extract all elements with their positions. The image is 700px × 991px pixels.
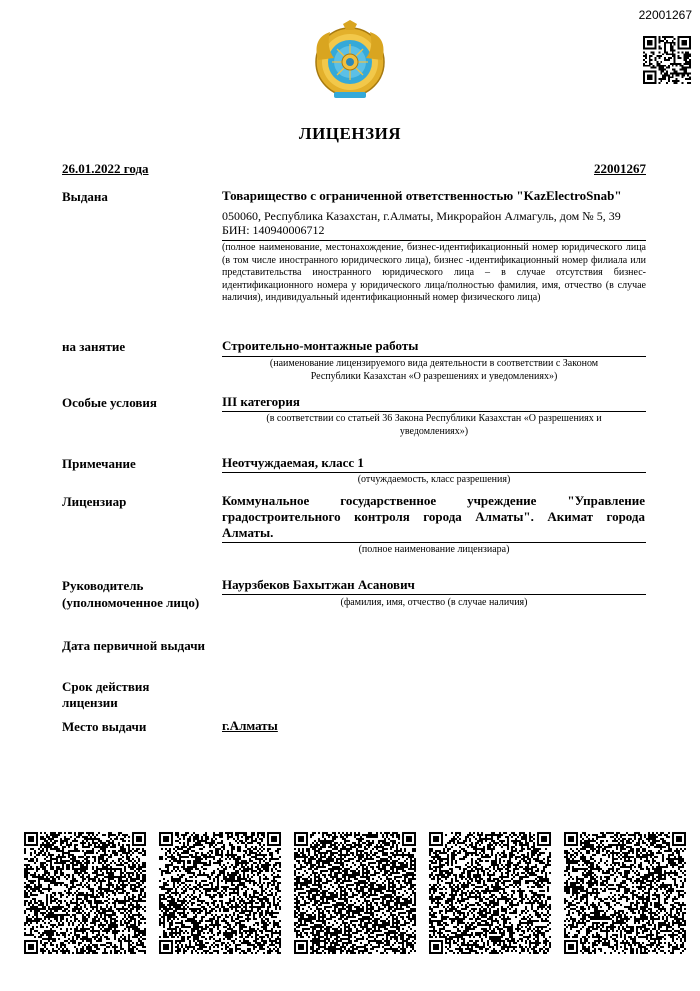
head-label-line1: Руководитель	[62, 578, 144, 593]
document-number: 22001267	[638, 8, 692, 22]
qr-code-icon	[429, 832, 551, 954]
licensor-hint: (полное наименование лицензиара)	[358, 544, 510, 555]
special-conditions-hint-line2: уведомлениях»)	[399, 426, 469, 437]
note-hint: (отчуждаемость, класс разрешения)	[357, 474, 511, 485]
licensor-rule	[222, 542, 646, 543]
issued-to-hint: (полное наименование, местонахождение, бизнес-идентификационный номер юридического лица (в том числе иностранного юридического лица), бизнес -идентификационный номер филиала или представительства иностранного юридического лица – в случае отсутствия бизнес-идентификационного номера у юридического лица/полностью фамилия, имя, отчество (в случае наличия), индивидуальный идентификационный номер физического лица)	[222, 242, 646, 303]
licensor-line2: градостроительного контроля города Алматы". Акимат города	[222, 509, 645, 524]
first-issue-label: Дата первичной выдачи	[62, 638, 206, 653]
validity-label-line1: Срок действия	[62, 679, 150, 694]
validity-label-line2: лицензии	[62, 695, 118, 710]
qr-code-icon	[159, 832, 281, 954]
qr-code-icon	[643, 36, 691, 84]
licensee-name: Товарищество с ограниченной ответственностью "KazElectroSnab"	[222, 188, 622, 203]
note-rule	[222, 472, 646, 473]
activity-hint-line1: (наименование лицензируемого вида деятельности в соответствии с Законом	[269, 358, 599, 369]
special-conditions-label: Особые условия	[62, 395, 157, 410]
place-value: г.Алматы	[222, 718, 278, 733]
special-conditions-value: III категория	[222, 394, 300, 409]
note-label: Примечание	[62, 456, 136, 471]
licensee-bin: БИН: 140940006712	[222, 223, 325, 237]
activity-value: Строительно-монтажные работы	[222, 338, 419, 353]
document-title: ЛИЦЕНЗИЯ	[298, 124, 402, 143]
qr-code-icon	[24, 832, 146, 954]
activity-hint-line2: Республики Казахстан «О разрешениях и уведомлениях»)	[310, 371, 558, 382]
activity-rule	[222, 356, 646, 357]
head-label-line2: (уполномоченное лицо)	[62, 595, 200, 610]
activity-label: на занятие	[62, 339, 126, 354]
head-hint: (фамилия, имя, отчество (в случае наличия)	[340, 597, 528, 608]
licensor-line3: Алматы.	[222, 525, 274, 540]
qr-code-icon	[294, 832, 416, 954]
license-number: 22001267	[594, 161, 646, 176]
licensor-label: Лицензиар	[62, 494, 127, 509]
special-conditions-rule	[222, 411, 646, 412]
issue-date: 26.01.2022 года	[62, 161, 149, 176]
special-conditions-hint-line1: (в соответствии со статьей 36 Закона Республики Казахстан «О разрешениях и	[266, 413, 602, 424]
licensee-address: 050060, Республика Казахстан, г.Алматы, Микрорайон Алмагуль, дом № 5, 39	[222, 209, 621, 223]
qr-code-icon	[564, 832, 686, 954]
head-value: Наурзбеков Бахытжан Асанович	[222, 577, 415, 592]
issued-to-rule	[222, 240, 646, 241]
head-rule	[222, 594, 646, 595]
place-label: Место выдачи	[62, 719, 147, 734]
issued-to-label: Выдана	[62, 189, 108, 204]
licensor-line1: Коммунальное государственное учреждение "Управление	[222, 493, 645, 508]
note-value: Неотчуждаемая, класс 1	[222, 455, 364, 470]
state-emblem-icon	[310, 20, 390, 100]
